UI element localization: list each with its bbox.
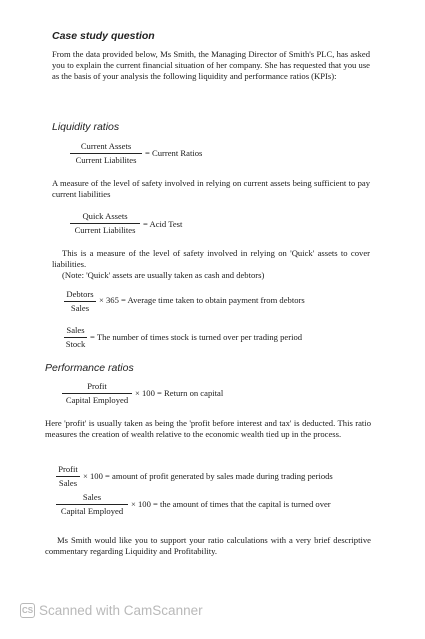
debtors-fraction	[64, 289, 96, 314]
current-ratio-denominator: Current Liabilites	[75, 155, 137, 165]
roce-fraction	[62, 381, 132, 406]
debtors-result: × 365 = Average time taken to obtain payment from debtors	[99, 295, 305, 305]
stock-denominator: Stock	[65, 339, 86, 349]
liquidity-heading: Liquidity ratios	[52, 121, 120, 133]
margin-fraction	[56, 464, 80, 489]
performance-heading: Performance ratios	[45, 362, 134, 374]
turnover-numerator: Sales	[82, 492, 102, 502]
camscanner-watermark	[20, 603, 203, 618]
fraction-bar	[70, 223, 140, 224]
case-study-heading: Case study question	[52, 30, 155, 42]
profit-note: Here 'profit' is usually taken as being the 'profit before interest and tax' is deducted. This ratio measures the creation of wealth relative to the economic wealth tied up in the process.	[45, 418, 371, 440]
closing-paragraph: Ms Smith would like you to support your ratio calculations with a very brief descriptive commentary regarding Liquidity and Profitability.	[45, 535, 371, 557]
debtors-numerator: Debtors	[66, 289, 94, 299]
fraction-bar	[64, 337, 87, 338]
acid-test-note: This is a measure of the level of safety involved in relying on 'Quick' assets to cover liabilities.	[52, 248, 370, 270]
fraction-bar	[56, 504, 128, 505]
watermark-text: Scanned with CamScanner	[39, 603, 203, 618]
current-ratio-fraction	[70, 141, 142, 166]
stock-numerator: Sales	[66, 325, 85, 335]
roce-numerator: Profit	[87, 381, 107, 391]
fraction-bar	[64, 301, 96, 302]
current-ratio-numerator: Current Assets	[80, 141, 132, 151]
acid-test-numerator: Quick Assets	[82, 211, 128, 221]
debtors-denominator: Sales	[70, 303, 90, 313]
stock-fraction	[64, 325, 87, 350]
acid-test-note-2: (Note: 'Quick' assets are usually taken as cash and debtors)	[62, 270, 265, 280]
roce-denominator: Capital Employed	[65, 395, 129, 405]
fraction-bar	[62, 393, 132, 394]
current-ratio-result: = Current Ratios	[145, 148, 203, 158]
acid-test-fraction	[70, 211, 140, 236]
camscanner-logo-icon: CS	[20, 603, 35, 618]
stock-result: = The number of times stock is turned over per trading period	[90, 332, 303, 342]
acid-test-denominator: Current Liabilites	[74, 225, 136, 235]
turnover-fraction	[56, 492, 128, 517]
turnover-denominator: Capital Employed	[60, 506, 124, 516]
intro-paragraph: From the data provided below, Ms Smith, the Managing Director of Smith's PLC, has asked you to explain the current financial situation of her company. She has requested that you use as the basis of your analysis the following liquidity and performance ratios (KPIs):	[52, 49, 370, 82]
turnover-result: × 100 = the amount of times that the capital is turned over	[131, 499, 331, 509]
margin-numerator: Profit	[58, 464, 78, 474]
current-ratio-note: A measure of the level of safety involved in relying on current assets being sufficient to pay current liabilities	[52, 178, 370, 200]
margin-result: × 100 = amount of profit generated by sales made during trading periods	[83, 471, 333, 481]
margin-denominator: Sales	[58, 478, 78, 488]
acid-test-result: = Acid Test	[143, 219, 183, 229]
roce-result: × 100 = Return on capital	[135, 388, 224, 398]
fraction-bar	[56, 476, 80, 477]
fraction-bar	[70, 153, 142, 154]
